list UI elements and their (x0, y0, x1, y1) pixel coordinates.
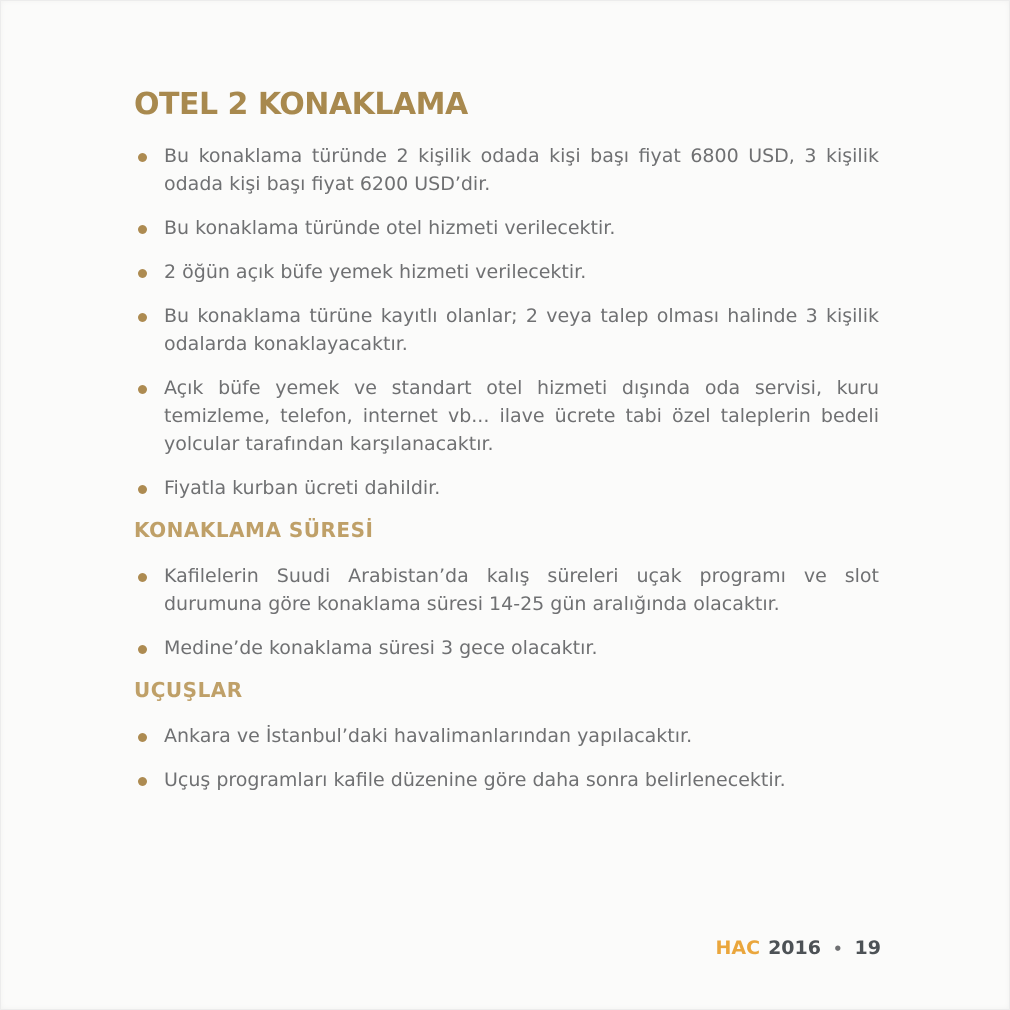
bullet-list-accommodation (134, 142, 879, 502)
footer-year: 2016 (768, 937, 821, 959)
section-heading-konaklama-suresi: KONAKLAMA SÜRESİ (134, 518, 374, 542)
bullet-icon (138, 485, 147, 494)
list-item (134, 142, 879, 198)
list-item (134, 562, 879, 618)
bullet-text: Ankara ve İstanbul’daki havalimanlarından yapılacaktır. (164, 725, 693, 747)
bullet-icon (138, 573, 147, 582)
bullet-icon (138, 777, 147, 786)
bullet-text: Uçuş programları kafile düzenine göre daha sonra belirlenecektir. (164, 769, 786, 791)
list-item (134, 634, 879, 662)
footer-separator-icon: • (832, 940, 843, 958)
list-item (134, 766, 879, 794)
page-number: 19 (854, 937, 881, 959)
bullet-icon (138, 733, 147, 742)
bullet-icon (138, 313, 147, 322)
bullet-icon (138, 645, 147, 654)
page-footer (716, 937, 882, 959)
page-title: OTEL 2 KONAKLAMA (134, 87, 468, 122)
bullet-icon (138, 225, 147, 234)
bullet-text: Bu konaklama türünde 2 kişilik odada kişi başı fiyat 6800 USD, 3 kişilik odada kişi başı fiyat 6200 USD’dir. (164, 145, 879, 195)
bullet-text: Fiyatla kurban ücreti dahildir. (164, 477, 441, 499)
bullet-text: Kafilelerin Suudi Arabistan’da kalış süreleri uçak programı ve slot durumuna göre konaklama süresi 14-25 gün aralığında olacaktır. (164, 565, 879, 615)
bullet-text: Açık büfe yemek ve standart otel hizmeti dışında oda servisi, kuru temizleme, telefon, internet vb... ilave ücrete tabi özel taleplerin bedeli yolcular tarafından karşılanacaktır. (164, 377, 879, 455)
page-content (134, 87, 879, 810)
bullet-text: Medine’de konaklama süresi 3 gece olacaktır. (164, 637, 598, 659)
bullet-icon (138, 153, 147, 162)
section-heading-ucuslar: UÇUŞLAR (134, 678, 243, 702)
bullet-text: Bu konaklama türüne kayıtlı olanlar; 2 veya talep olması halinde 3 kişilik odalarda konaklayacaktır. (164, 305, 879, 355)
bullet-icon (138, 385, 147, 394)
list-item (134, 722, 879, 750)
list-item (134, 214, 879, 242)
bullet-list-flights (134, 722, 879, 794)
bullet-icon (138, 269, 147, 278)
list-item (134, 374, 879, 458)
bullet-list-duration (134, 562, 879, 662)
list-item (134, 258, 879, 286)
list-item (134, 302, 879, 358)
list-item (134, 474, 879, 502)
bullet-text: Bu konaklama türünde otel hizmeti verilecektir. (164, 217, 616, 239)
bullet-text: 2 öğün açık büfe yemek hizmeti verilecektir. (164, 261, 587, 283)
footer-brand: HAC (715, 937, 761, 959)
